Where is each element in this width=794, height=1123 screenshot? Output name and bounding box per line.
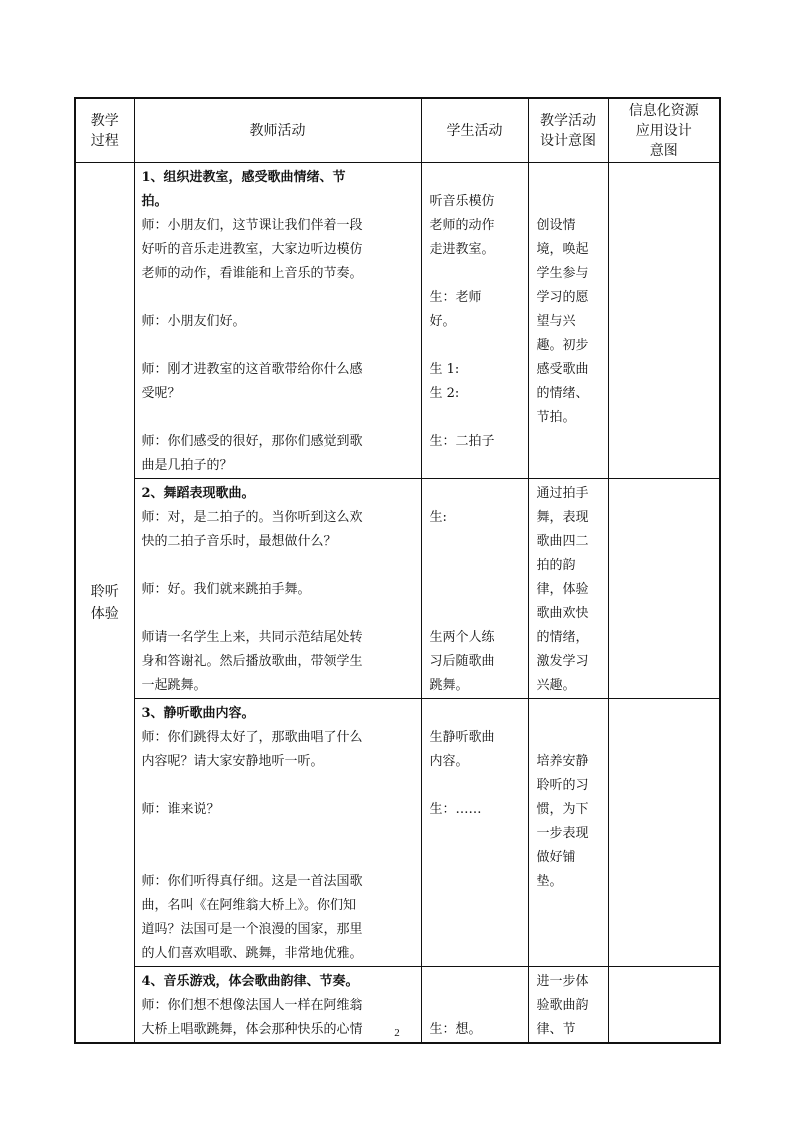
cell-line: 一步表现: [536, 826, 589, 841]
cell-line: 曲，名叫《在阿维翁大桥上》。你们知: [141, 898, 357, 913]
cell-line: [430, 994, 524, 1018]
cell-line: 好。: [429, 314, 456, 329]
cell-line: 受呢？: [141, 386, 181, 401]
header-it-resource: 信息化资源 应用设计 意图: [608, 98, 720, 163]
student-cell: [421, 479, 528, 699]
cell-line: 师：你们跳得太好了，那歌曲唱了什么: [141, 730, 363, 745]
header-process: 教学 过程: [75, 98, 134, 163]
cell-line: [537, 726, 604, 750]
cell-line: 通过拍手: [536, 486, 589, 501]
cell-line: 的人们喜欢唱歌、跳舞，非常地优雅。: [141, 946, 363, 961]
cell-line: [142, 406, 416, 430]
cell-line: 的情绪，: [536, 630, 589, 645]
cell-line: 兴趣。: [536, 678, 576, 693]
table-row: [75, 699, 720, 967]
header-teacher-activity: 教师活动: [134, 98, 421, 163]
cell-line: 2、舞蹈表现歌曲。: [141, 486, 255, 501]
cell-line: 节拍。: [536, 410, 576, 425]
cell-line: 跳舞。: [429, 678, 469, 693]
cell-line: 惯，为下: [536, 802, 589, 817]
cell-line: [430, 482, 524, 506]
cell-line: 走进教室。: [429, 242, 495, 257]
cell-line: [142, 286, 416, 310]
cell-line: 大桥上唱歌跳舞，体会那种快乐的心情: [141, 1022, 363, 1037]
cell-line: 进一步体: [536, 974, 589, 989]
cell-line: [430, 970, 524, 994]
cell-line: 律、节: [536, 1022, 576, 1037]
cell-line: 好听的音乐走进教室，大家边听边模仿: [141, 242, 363, 257]
cell-line: 生:: [429, 510, 447, 525]
cell-line: 律，体验: [536, 582, 589, 597]
cell-line: 生 2:: [429, 386, 460, 401]
cell-line: [142, 334, 416, 358]
cell-line: 趣。初步: [536, 338, 589, 353]
intent-cell: [528, 699, 608, 967]
cell-line: 拍的韵: [536, 558, 576, 573]
page-number: 2: [394, 1027, 400, 1039]
teacher-cell: [134, 163, 421, 479]
cell-line: 3、静听歌曲内容。: [141, 706, 255, 721]
cell-line: 的情绪、: [536, 386, 589, 401]
cell-line: [142, 822, 416, 846]
intent-cell: [528, 479, 608, 699]
cell-line: 内容。: [429, 754, 469, 769]
cell-line: 学生参与: [536, 266, 589, 281]
table-row: [75, 479, 720, 699]
cell-line: [430, 554, 524, 578]
stage-cell: 聆听 体验: [75, 163, 134, 1044]
cell-line: [537, 166, 604, 190]
cell-line: 验歌曲韵: [536, 998, 589, 1013]
cell-line: 1、组织进教室，感受歌曲情绪、节: [141, 170, 346, 185]
cell-line: 创设情: [536, 218, 576, 233]
cell-line: 师：你们感受的很好，那你们感觉到歌: [141, 434, 363, 449]
cell-line: 师：好。我们就来跳拍手舞。: [141, 582, 311, 597]
cell-line: [430, 166, 524, 190]
cell-line: 老师的动作，看谁能和上音乐的节奏。: [141, 266, 363, 281]
student-cell: [421, 163, 528, 479]
cell-line: [430, 406, 524, 430]
cell-line: 生静听歌曲: [429, 730, 495, 745]
header-design-intent: 教学活动 设计意图: [528, 98, 608, 163]
resource-cell: [608, 479, 720, 699]
cell-line: [142, 554, 416, 578]
header-row: [75, 98, 720, 163]
cell-line: 培养安静: [536, 754, 589, 769]
cell-line: 师请一名学生上来，共同示范结尾处转: [141, 630, 363, 645]
header-student-activity: 学生活动: [421, 98, 528, 163]
cell-line: 4、音乐游戏，体会歌曲韵律、节奏。: [141, 974, 359, 989]
teacher-cell: [134, 699, 421, 967]
cell-line: 身和答谢礼。然后播放歌曲，带领学生: [141, 654, 363, 669]
cell-line: 聆听的习: [536, 778, 589, 793]
cell-line: 垫。: [536, 874, 563, 889]
cell-line: 师：刚才进教室的这首歌带给你什么感: [141, 362, 363, 377]
resource-cell: [608, 699, 720, 967]
cell-line: [430, 530, 524, 554]
cell-line: 生 1:: [429, 362, 460, 377]
cell-line: [430, 774, 524, 798]
cell-line: [537, 702, 604, 726]
cell-line: 生：二拍子: [429, 434, 495, 449]
cell-line: 感受歌曲: [536, 362, 589, 377]
cell-line: 境，唤起: [536, 242, 589, 257]
cell-line: 望与兴: [536, 314, 576, 329]
cell-line: 学习的愿: [536, 290, 589, 305]
cell-line: [142, 602, 416, 626]
cell-line: 生：……: [429, 802, 482, 817]
cell-line: [430, 578, 524, 602]
resource-cell: [608, 163, 720, 479]
cell-line: 激发学习: [536, 654, 589, 669]
cell-line: 拍。: [141, 194, 168, 209]
cell-line: 师：你们听得真仔细。这是一首法国歌: [141, 874, 363, 889]
cell-line: 师：对，是二拍子的。当你听到这么欢: [141, 510, 363, 525]
student-cell: [421, 699, 528, 967]
cell-line: 听音乐模仿: [429, 194, 495, 209]
cell-line: 快的二拍子音乐时，最想做什么？: [141, 534, 337, 549]
cell-line: 老师的动作: [429, 218, 495, 233]
cell-line: 做好铺: [536, 850, 576, 865]
cell-line: [430, 702, 524, 726]
cell-line: [537, 190, 604, 214]
table-row: [75, 163, 720, 479]
cell-line: 生：想。: [429, 1022, 482, 1037]
cell-line: 师：小朋友们，这节课让我们伴着一段: [141, 218, 363, 233]
cell-line: [430, 262, 524, 286]
cell-line: 内容呢？请大家安静地听一听。: [141, 754, 324, 769]
cell-line: [142, 774, 416, 798]
intent-cell: [528, 163, 608, 479]
cell-line: 生两个人练: [429, 630, 495, 645]
cell-line: 师：小朋友们好。: [141, 314, 246, 329]
cell-line: 习后随歌曲: [429, 654, 495, 669]
cell-line: 曲是几拍子的？: [141, 458, 233, 473]
cell-line: 歌曲四二: [536, 534, 589, 549]
cell-line: [430, 602, 524, 626]
cell-line: [430, 334, 524, 358]
cell-line: 歌曲欢快: [536, 606, 589, 621]
cell-line: 舞，表现: [536, 510, 589, 525]
cell-line: 生：老师: [429, 290, 482, 305]
cell-line: 一起跳舞。: [141, 678, 207, 693]
teacher-cell: [134, 479, 421, 699]
cell-line: 师：谁来说？: [141, 802, 220, 817]
cell-line: 师：你们想不想像法国人一样在阿维翁: [141, 998, 363, 1013]
lesson-plan-table: [74, 97, 721, 1044]
cell-line: [142, 846, 416, 870]
cell-line: 道吗？法国可是一个浪漫的国家，那里: [141, 922, 363, 937]
